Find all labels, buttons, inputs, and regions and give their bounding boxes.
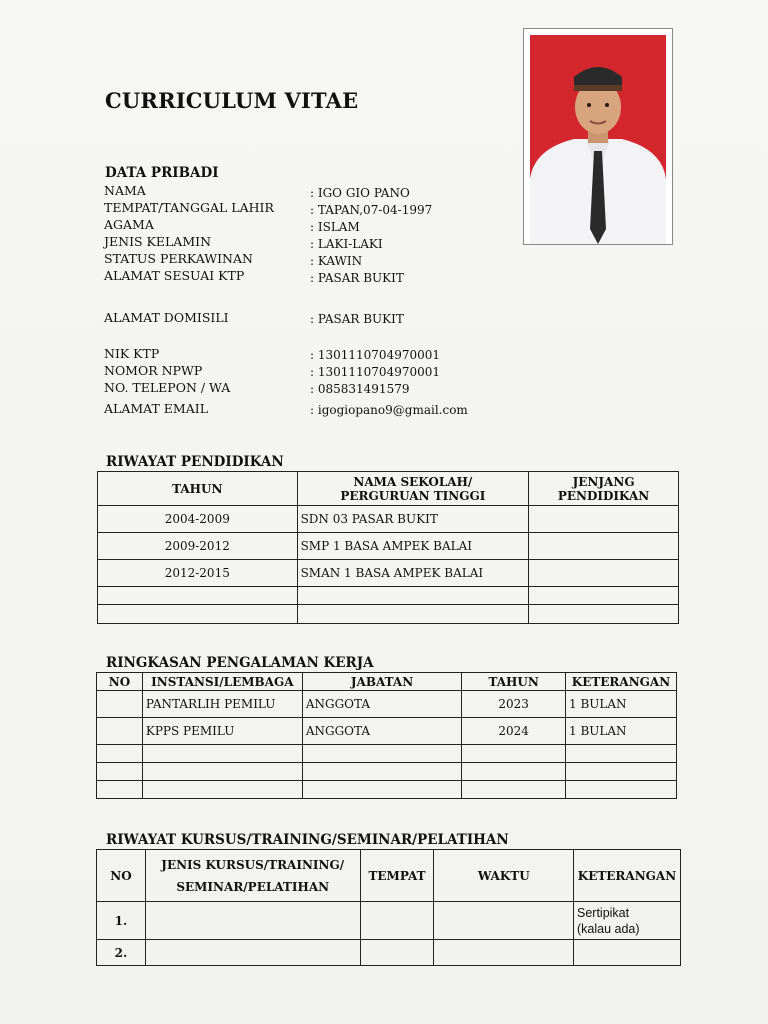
courses-cell xyxy=(574,940,681,966)
personal-data-heading: DATA PRIBADI xyxy=(105,165,219,181)
work-cell xyxy=(302,781,461,799)
courses-cell xyxy=(434,902,574,940)
work-cell xyxy=(302,763,461,781)
npwp-label: NOMOR NPWP xyxy=(104,363,203,378)
education-heading: RIWAYAT PENDIDIKAN xyxy=(106,454,284,470)
courses-cell xyxy=(360,902,434,940)
education-cell: 2009-2012 xyxy=(98,533,298,560)
work-heading: RINGKASAN PENGALAMAN KERJA xyxy=(106,655,374,671)
work-cell: 1 BULAN xyxy=(566,718,677,745)
work-cell: ANGGOTA xyxy=(302,691,461,718)
name-value: : IGO GIO PANO xyxy=(310,186,410,200)
education-cell: SMP 1 BASA AMPEK BALAI xyxy=(297,533,529,560)
nik-label: NIK KTP xyxy=(104,346,160,361)
courses-header-no: NO xyxy=(97,850,146,902)
education-cell xyxy=(98,605,298,624)
education-cell xyxy=(297,605,529,624)
work-cell xyxy=(97,691,143,718)
work-cell xyxy=(142,763,302,781)
gender-label: JENIS KELAMIN xyxy=(104,234,212,249)
work-header-institution: INSTANSI/LEMBAGA xyxy=(142,673,302,691)
education-cell xyxy=(529,560,679,587)
education-header-year: TAHUN xyxy=(98,472,298,506)
education-header-school: NAMA SEKOLAH/ PERGURUAN TINGGI xyxy=(297,472,529,506)
courses-cell xyxy=(145,902,360,940)
email-value: : igogiopano9@gmail.com xyxy=(310,403,468,417)
education-cell: 2004-2009 xyxy=(98,506,298,533)
work-cell xyxy=(97,763,143,781)
domicile-value: : PASAR BUKIT xyxy=(310,312,404,326)
work-cell: ANGGOTA xyxy=(302,718,461,745)
work-cell xyxy=(566,781,677,799)
work-cell xyxy=(462,781,566,799)
courses-cell: Sertipikat (kalau ada) xyxy=(574,902,681,940)
work-cell xyxy=(566,763,677,781)
work-cell: PANTARLIH PEMILU xyxy=(142,691,302,718)
domicile-label: ALAMAT DOMISILI xyxy=(104,310,229,325)
work-cell xyxy=(142,745,302,763)
religion-value: : ISLAM xyxy=(310,220,360,234)
education-cell: SMAN 1 BASA AMPEK BALAI xyxy=(297,560,529,587)
work-cell: 2024 xyxy=(462,718,566,745)
profile-photo xyxy=(523,28,673,245)
birth-value: : TAPAN,07-04-1997 xyxy=(310,203,433,217)
work-table xyxy=(96,672,677,799)
courses-cell: 1. xyxy=(97,902,146,940)
work-header-position: JABATAN xyxy=(302,673,461,691)
nik-value: : 1301110704970001 xyxy=(310,348,441,362)
education-header-level: JENJANG PENDIDIKAN xyxy=(529,472,679,506)
courses-header-time: WAKTU xyxy=(434,850,574,902)
education-cell xyxy=(529,587,679,605)
courses-header-type: JENIS KURSUS/TRAINING/ SEMINAR/PELATIHAN xyxy=(145,850,360,902)
work-cell: 1 BULAN xyxy=(566,691,677,718)
work-cell: 2023 xyxy=(462,691,566,718)
education-cell xyxy=(98,587,298,605)
name-label: NAMA xyxy=(104,183,146,198)
phone-value: : 085831491579 xyxy=(310,382,410,396)
work-cell xyxy=(142,781,302,799)
education-cell xyxy=(529,605,679,624)
courses-table xyxy=(96,849,681,966)
phone-label: NO. TELEPON / WA xyxy=(104,380,231,395)
email-label: ALAMAT EMAIL xyxy=(104,401,208,416)
marital-value: : KAWIN xyxy=(310,254,363,268)
courses-cell xyxy=(360,940,434,966)
work-cell xyxy=(302,745,461,763)
work-header-year: TAHUN xyxy=(462,673,566,691)
education-cell: 2012-2015 xyxy=(98,560,298,587)
ktp-address-value: : PASAR BUKIT xyxy=(310,271,404,285)
education-cell: SDN 03 PASAR BUKIT xyxy=(297,506,529,533)
marital-label: STATUS PERKAWINAN xyxy=(104,251,253,266)
education-cell xyxy=(297,587,529,605)
courses-header-note: KETERANGAN xyxy=(574,850,681,902)
work-cell xyxy=(462,745,566,763)
courses-cell: 2. xyxy=(97,940,146,966)
npwp-value: : 1301110704970001 xyxy=(310,365,441,379)
courses-cell xyxy=(434,940,574,966)
work-cell: KPPS PEMILU xyxy=(142,718,302,745)
education-cell xyxy=(529,506,679,533)
ktp-address-label: ALAMAT SESUAI KTP xyxy=(104,268,245,283)
courses-header-place: TEMPAT xyxy=(360,850,434,902)
work-cell xyxy=(97,781,143,799)
work-header-no: NO xyxy=(97,673,143,691)
work-cell xyxy=(462,763,566,781)
courses-cell xyxy=(145,940,360,966)
gender-value: : LAKI-LAKI xyxy=(310,237,383,251)
work-cell xyxy=(97,745,143,763)
portrait-illustration xyxy=(524,29,672,244)
religion-label: AGAMA xyxy=(104,217,154,232)
document-title: CURRICULUM VITAE xyxy=(105,88,359,113)
work-header-note: KETERANGAN xyxy=(566,673,677,691)
work-cell xyxy=(97,718,143,745)
birth-label: TEMPAT/TANGGAL LAHIR xyxy=(104,200,274,215)
work-cell xyxy=(566,745,677,763)
courses-heading: RIWAYAT KURSUS/TRAINING/SEMINAR/PELATIHAN xyxy=(106,832,509,848)
education-cell xyxy=(529,533,679,560)
education-table xyxy=(97,471,679,624)
